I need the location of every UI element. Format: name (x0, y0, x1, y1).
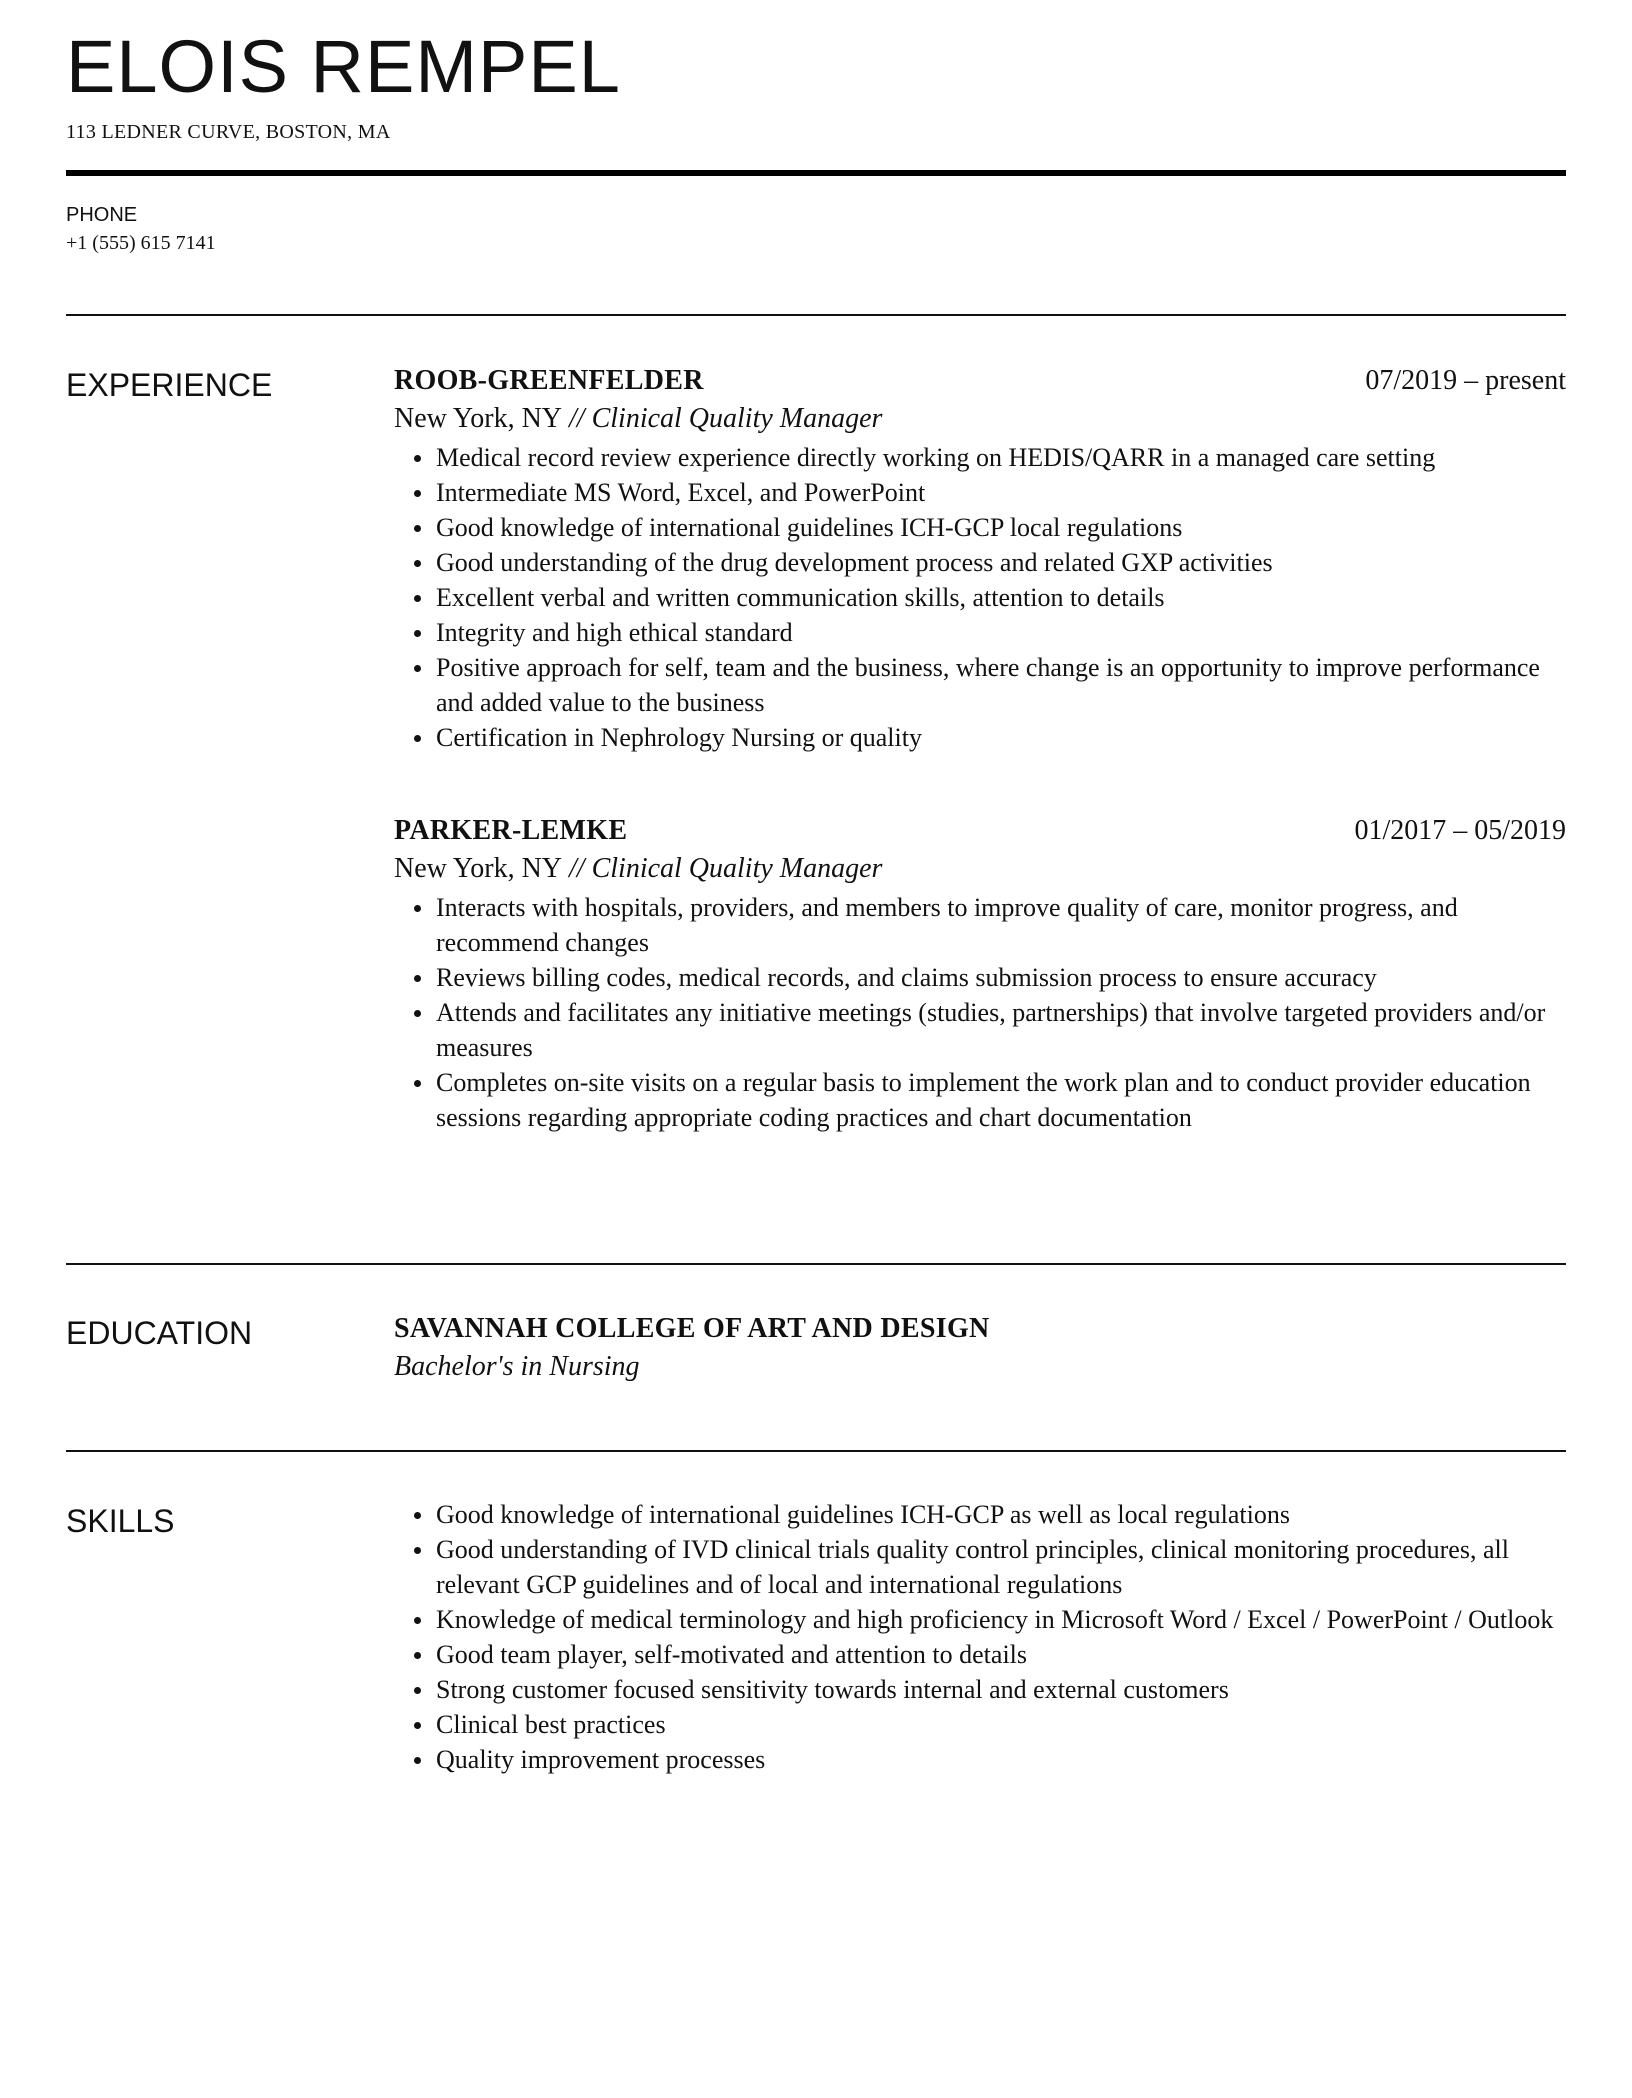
list-item: Certification in Nephrology Nursing or quality (436, 720, 1566, 755)
job-entry (394, 362, 1566, 755)
header-divider (66, 170, 1566, 176)
job-header (394, 812, 1566, 850)
list-item: Clinical best practices (436, 1707, 1566, 1742)
job-role: Clinical Quality Manager (591, 853, 883, 884)
experience-section (394, 362, 1566, 1135)
list-item: Good understanding of the drug development process and related GXP activities (436, 545, 1566, 580)
skills-list (394, 1497, 1566, 1777)
school-name: SAVANNAH COLLEGE OF ART AND DESIGN (394, 1313, 990, 1344)
education-section (394, 1310, 1566, 1386)
list-item: Excellent verbal and written communication skills, attention to details (436, 580, 1566, 615)
candidate-name: ELOIS REMPEL (66, 25, 621, 108)
phone-number: +1 (555) 615 7141 (66, 232, 216, 254)
list-item: Quality improvement processes (436, 1742, 1566, 1777)
list-item: Positive approach for self, team and the business, where change is an opportunity to improve performance and added value to the business (436, 650, 1566, 720)
experience-heading: EXPERIENCE (66, 367, 273, 403)
list-item: Good team player, self-motivated and attention to details (436, 1637, 1566, 1672)
job-subline (394, 850, 1566, 888)
phone-label: PHONE (66, 204, 138, 226)
job-bullets (394, 440, 1566, 755)
skills-section (394, 1497, 1566, 1777)
job-separator: // (562, 403, 592, 434)
education-heading: EDUCATION (66, 1315, 253, 1351)
list-item: Knowledge of medical terminology and high proficiency in Microsoft Word / Excel / PowerPoint / Outlook (436, 1602, 1566, 1637)
skills-heading: SKILLS (66, 1503, 175, 1539)
company-name: PARKER-LEMKE (394, 815, 628, 846)
job-entry (394, 812, 1566, 1135)
job-separator: // (562, 853, 592, 884)
job-dates: 01/2017 – 05/2019 (1354, 815, 1566, 846)
list-item: Interacts with hospitals, providers, and members to improve quality of care, monitor progress, and recommend changes (436, 890, 1566, 960)
job-role: Clinical Quality Manager (591, 403, 883, 434)
job-dates: 07/2019 – present (1365, 365, 1566, 396)
list-item: Strong customer focused sensitivity towards internal and external customers (436, 1672, 1566, 1707)
job-location: New York, NY (394, 853, 563, 884)
job-location: New York, NY (394, 403, 563, 434)
list-item: Good understanding of IVD clinical trials quality control principles, clinical monitoring procedures, all relevant GCP guidelines and of local and international regulations (436, 1532, 1566, 1602)
list-item: Attends and facilitates any initiative meetings (studies, partnerships) that involve targeted providers and/or measures (436, 995, 1566, 1065)
list-item: Integrity and high ethical standard (436, 615, 1566, 650)
job-subline (394, 400, 1566, 438)
degree: Bachelor's in Nursing (394, 1351, 640, 1382)
job-bullets (394, 890, 1566, 1135)
section-divider (66, 314, 1566, 316)
list-item: Good knowledge of international guidelines ICH-GCP as well as local regulations (436, 1497, 1566, 1532)
list-item: Reviews billing codes, medical records, and claims submission process to ensure accuracy (436, 960, 1566, 995)
list-item: Completes on-site visits on a regular basis to implement the work plan and to conduct provider education sessions regarding appropriate coding practices and chart documentation (436, 1065, 1566, 1135)
address: 113 LEDNER CURVE, BOSTON, MA (66, 121, 391, 143)
company-name: ROOB-GREENFELDER (394, 365, 704, 396)
job-header (394, 362, 1566, 400)
section-divider (66, 1263, 1566, 1265)
list-item: Intermediate MS Word, Excel, and PowerPoint (436, 475, 1566, 510)
list-item: Good knowledge of international guidelines ICH-GCP local regulations (436, 510, 1566, 545)
list-item: Medical record review experience directly working on HEDIS/QARR in a managed care setting (436, 440, 1566, 475)
section-divider (66, 1450, 1566, 1452)
